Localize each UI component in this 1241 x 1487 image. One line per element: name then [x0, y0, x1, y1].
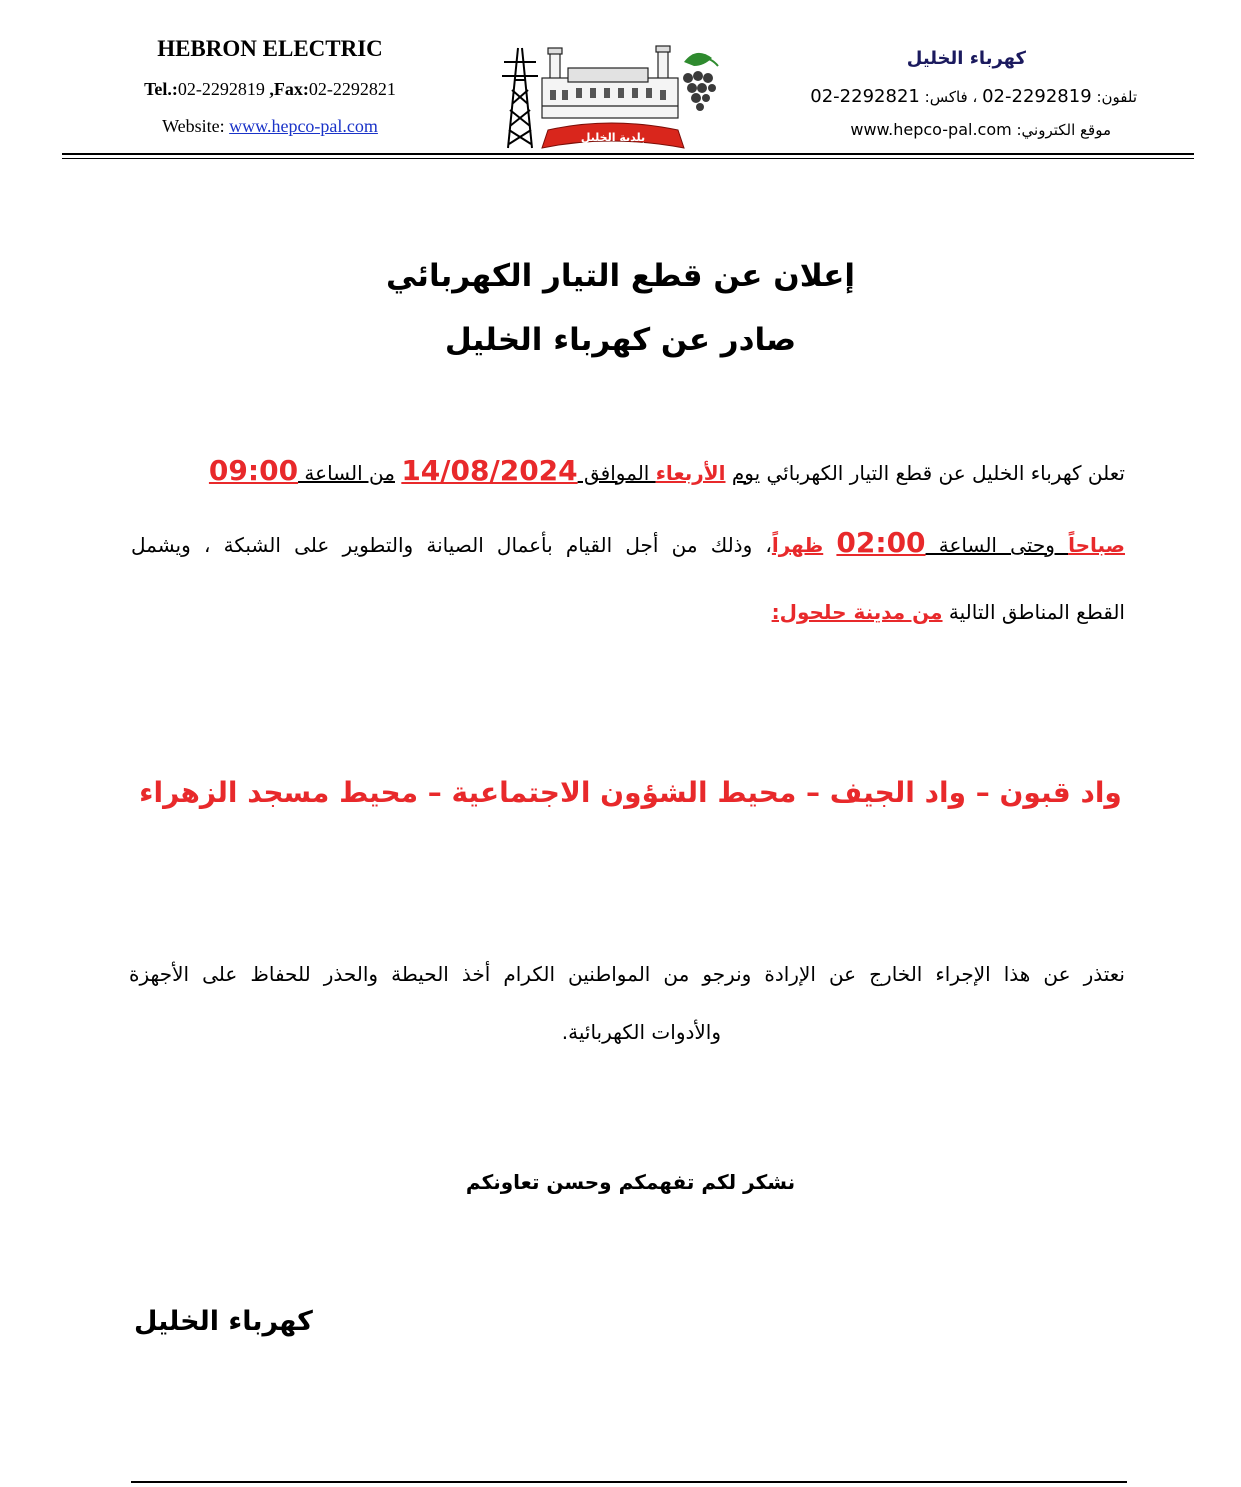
arabic-company-name: كهرباء الخليل	[906, 48, 1026, 69]
line1-intro: تعلن كهرباء الخليل عن قطع التيار الكهربائي	[760, 461, 1125, 485]
power-pylon-icon	[502, 48, 538, 148]
ar-tel-number: 02-2292819	[982, 86, 1092, 107]
start-period: صباحاً	[1068, 533, 1125, 557]
line3-areas-intro: القطع المناطق التالية	[942, 600, 1125, 624]
ar-fax-label: ، فاكس:	[924, 88, 978, 106]
header-divider-thin	[62, 158, 1194, 159]
apology-line-2: والأدوات الكهربائية.	[561, 1020, 721, 1044]
line2-purpose: ، وذلك من أجل القيام بأعمال الصيانة والتطوير على الشبكة ، ويشمل	[131, 533, 772, 557]
ar-tel-label: تلفون:	[1096, 88, 1137, 106]
ar-website-label: موقع الكتروني:	[1016, 121, 1111, 139]
footer-divider	[131, 1481, 1127, 1483]
apology-line-1: نعتذر عن هذا الإجراء الخارج عن الإرادة ونرجو من المواطنين الكرام أخذ الحيطة والحذر للحفاظ على الأجهزة	[129, 962, 1125, 986]
end-period: ظهراً	[771, 533, 824, 557]
end-time: 02:00	[836, 526, 926, 559]
notice-title: إعلان عن قطع التيار الكهربائي	[385, 258, 856, 294]
hebron-municipality-logo	[498, 40, 722, 152]
start-time: 09:00	[208, 454, 299, 487]
fax-label: ,Fax:	[269, 79, 309, 99]
affected-areas: واد قبون – واد الجيف – محيط الشؤون الاجتماعية – محيط مسجد الزهراء	[139, 776, 1122, 809]
website-label: Website:	[162, 116, 225, 136]
mosque-building-icon	[542, 46, 678, 118]
fax-number: 02-2292821	[308, 79, 396, 99]
ar-website-url: www.hepco-pal.com	[850, 120, 1012, 139]
outage-date: 14/08/2024	[401, 454, 578, 487]
arabic-contact-phones	[810, 86, 1137, 107]
signature: كهرباء الخليل	[134, 1306, 313, 1337]
english-company-name: HEBRON ELECTRIC	[157, 36, 383, 61]
ar-fax-number: 02-2292821	[810, 86, 920, 107]
website-link[interactable]: www.hepco-pal.com	[229, 116, 378, 136]
english-website-line	[100, 116, 440, 137]
header-divider-thick	[62, 153, 1194, 155]
logo-banner-text: بلدية الخليل	[580, 131, 646, 144]
notice-line-3	[772, 600, 1125, 624]
line1-from-hour: من الساعة	[298, 461, 395, 485]
outage-day: الأربعاء	[655, 461, 726, 485]
city-name: من مدينة حلحول:	[771, 600, 943, 624]
notice-line-1	[209, 454, 1125, 487]
line1-matching: الموافق	[577, 461, 656, 485]
grapes-icon	[683, 53, 718, 111]
notice-subtitle: صادر عن كهرباء الخليل	[444, 322, 797, 358]
english-contact-phones	[90, 79, 450, 100]
notice-line-2	[131, 526, 1125, 559]
tel-number: 02-2292819	[177, 79, 265, 99]
arabic-website-line	[850, 120, 1111, 139]
thanks-note: نشكر لكم تفهمكم وحسن تعاونكم	[465, 1170, 796, 1194]
tel-label: Tel.:	[144, 79, 178, 99]
line2-until-hour: وحتى الساعة	[925, 533, 1069, 557]
day-label: يوم	[731, 461, 761, 485]
